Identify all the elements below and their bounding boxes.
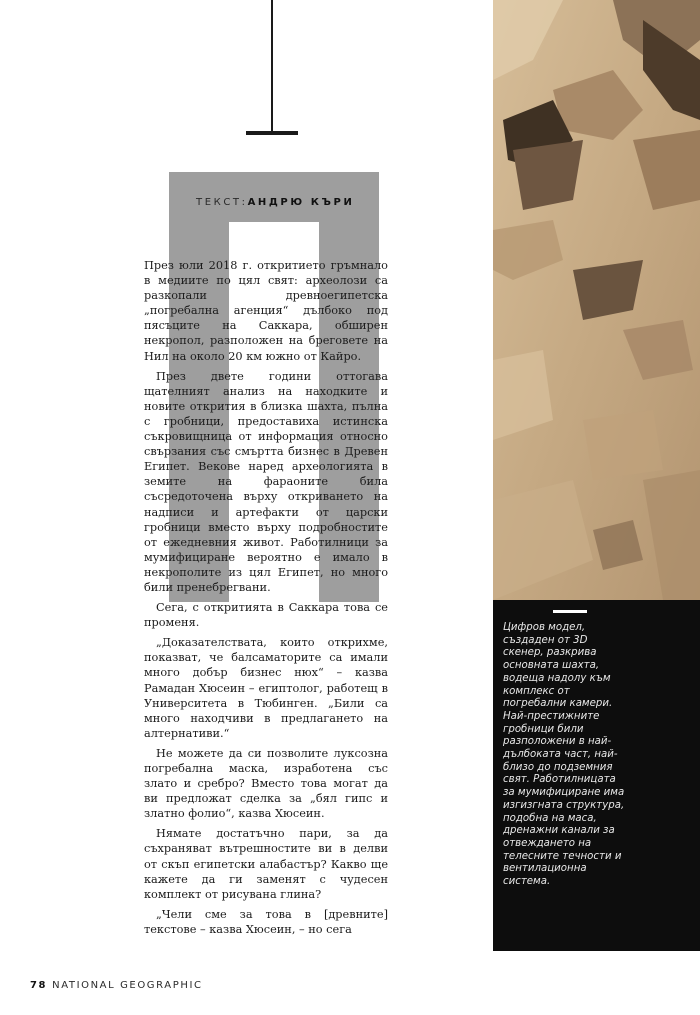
article-paragraph-7: „Чели сме за това в [древните] текстове – казва Хюсеин, – но сега: [144, 907, 388, 936]
byline-author: АНДРЮ КЪРИ: [247, 197, 355, 208]
article-paragraph-5: Не можете да си позволите луксозна погребална маска, изработена със злато и сребро? Вместо това могат да ви предложат сделка за „бял гипс и златно фолио“, казва Хюсеин.: [144, 746, 388, 821]
page-number: 78: [30, 980, 48, 991]
top-horizontal-bar: [246, 131, 298, 135]
page-footer: [30, 980, 203, 996]
article-paragraph-2: През двете години оттогава щателният анализ на находките и новите открития в близка шахта, пълна с гробници, предоставиха истинска съкровищница от информация относно свързания със смъртта бизнес в Древен Египет. Векове наред археологията в земите на фараоните била съсредоточена върху откриването на надписи и артефакти от царски гробници вместо върху подробностите от ежедневния живот. Работилници за мумифициране вероятно е имало в некрополите из цял Египет, но много били пренебрегвани.: [144, 369, 388, 594]
sand-rock-photo: [493, 0, 700, 600]
magazine-name: NATIONAL GEOGRAPHIC: [52, 980, 203, 991]
article-paragraph-3: Сега, с откритията в Саккара това се променя.: [144, 601, 388, 630]
caption-box: [493, 600, 700, 951]
byline: [196, 197, 354, 213]
caption-tick: [553, 610, 587, 613]
article-paragraph-1: През юли 2018 г. откритието гръмнало в медиите по цял свят: археолози са разкопали древноегипетска „погребална агенция“ дълбоко под пясъците на Саккара, обширен некропол, разположен на бреговете на Нил на около 20 км южно от Кайро.: [144, 259, 388, 363]
article-paragraph-6: Нямате достатъчно пари, за да съхраняват вътрешностите ви в делви от скъп египетски алабастър? Какво ще кажете да ги заменят с чудесен комплект от рисувана глина?: [144, 827, 388, 901]
byline-label: ТЕКСТ:: [196, 197, 248, 208]
top-vertical-rule: [271, 0, 273, 132]
caption-text: Цифров модел, създаден от 3D скенер, разкрива основната шахта, водеща надолу към комплекс от погребални камери. Най-престижните гробници били разположени в най-дълбоката част, най-близо до подземния свят. Работилницата за мумифициране има изгизгната структура, подобна на маса, дренажни канали за отвеждането на телесните течности и вентилационна система.: [503, 622, 625, 888]
article-paragraph-4: „Доказателствата, които открихме, показват, че балсаматорите са имали много добър бизнес нюх“ – казва Рамадан Хюсеин – египтолог, работещ в Университета в Тюбинген. „Били са много находчиви в предлагането на алтернативи.“: [144, 636, 388, 740]
article-body: [144, 258, 388, 942]
